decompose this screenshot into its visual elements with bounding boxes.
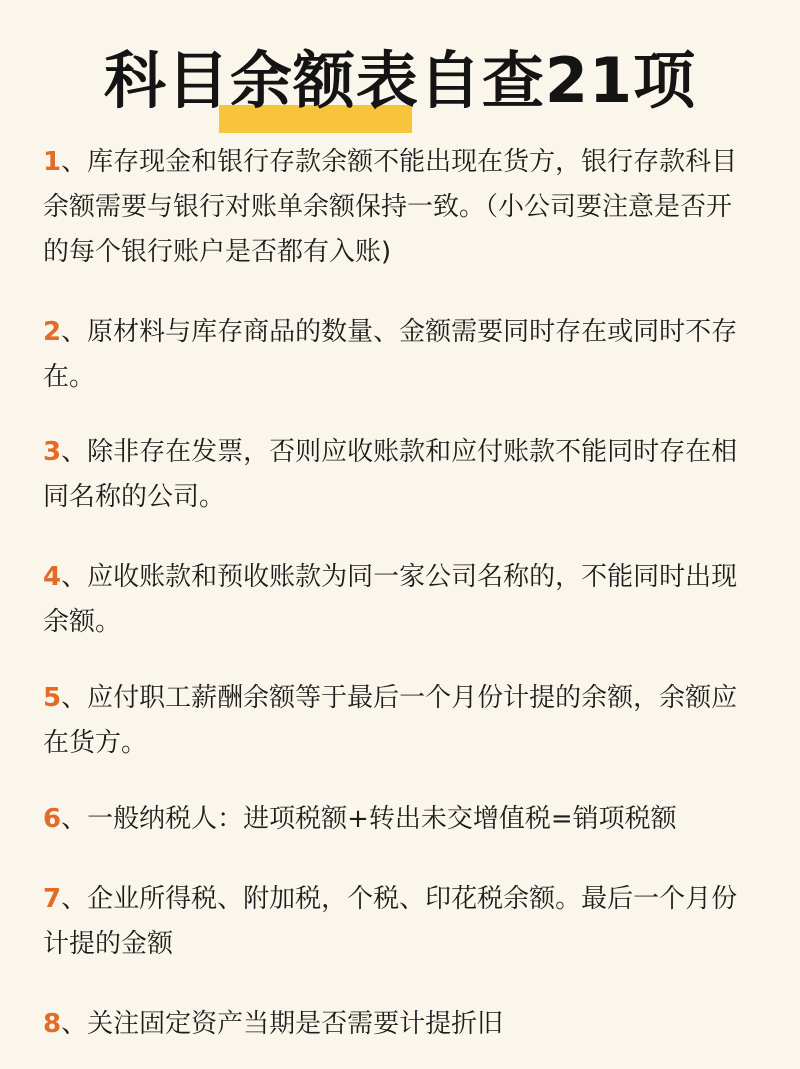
item-text: 应收账款和预收账款为同一家公司名称的，不能同时出现余额。 [43,562,738,637]
checklist-item-7 [43,877,755,967]
item-number: 2 [43,317,62,347]
checklist-item-5 [43,676,755,766]
checklist-item-2 [43,310,755,400]
item-text: 企业所得税、附加税，个税、印花税余额。最后一个月份计提的金额 [43,884,738,959]
item-separator: 、 [61,147,88,177]
item-text: 库存现金和银行存款余额不能出现在货方，银行存款科目余额需要与银行对账单余额保持一致。（小公司要注意是否开的每个银行账户是否都有入账) [43,147,738,267]
checklist-item-8 [43,1002,755,1047]
item-separator: 、 [61,804,88,834]
item-separator: 、 [61,437,88,467]
item-text: 除非存在发票，否则应收账款和应付账款不能同时存在相同名称的公司。 [43,437,738,512]
checklist-item-4 [43,555,755,645]
title-area [0,26,800,136]
item-separator: 、 [61,884,88,914]
checklist-item-1 [43,140,755,275]
item-separator: 、 [61,562,88,592]
item-number: 3 [43,437,62,467]
item-number: 5 [43,683,62,713]
page-title: 科目余额表自查21项 [103,44,697,117]
item-text: 一般纳税人：进项税额+转出未交增值税=销项税额 [87,804,677,834]
item-number: 1 [43,147,62,177]
checklist-item-3 [43,430,755,520]
checklist-item-6 [43,797,755,842]
item-separator: 、 [61,683,88,713]
item-number: 4 [43,562,62,592]
item-text: 原材料与库存商品的数量、金额需要同时存在或同时不存在。 [43,317,738,392]
item-number: 8 [43,1009,62,1039]
item-number: 7 [43,884,62,914]
item-text: 应付职工薪酬余额等于最后一个月份计提的余额，余额应在货方。 [43,683,738,758]
item-separator: 、 [61,1009,88,1039]
item-number: 6 [43,804,62,834]
item-text: 关注固定资产当期是否需要计提折旧 [87,1009,504,1039]
item-separator: 、 [61,317,88,347]
